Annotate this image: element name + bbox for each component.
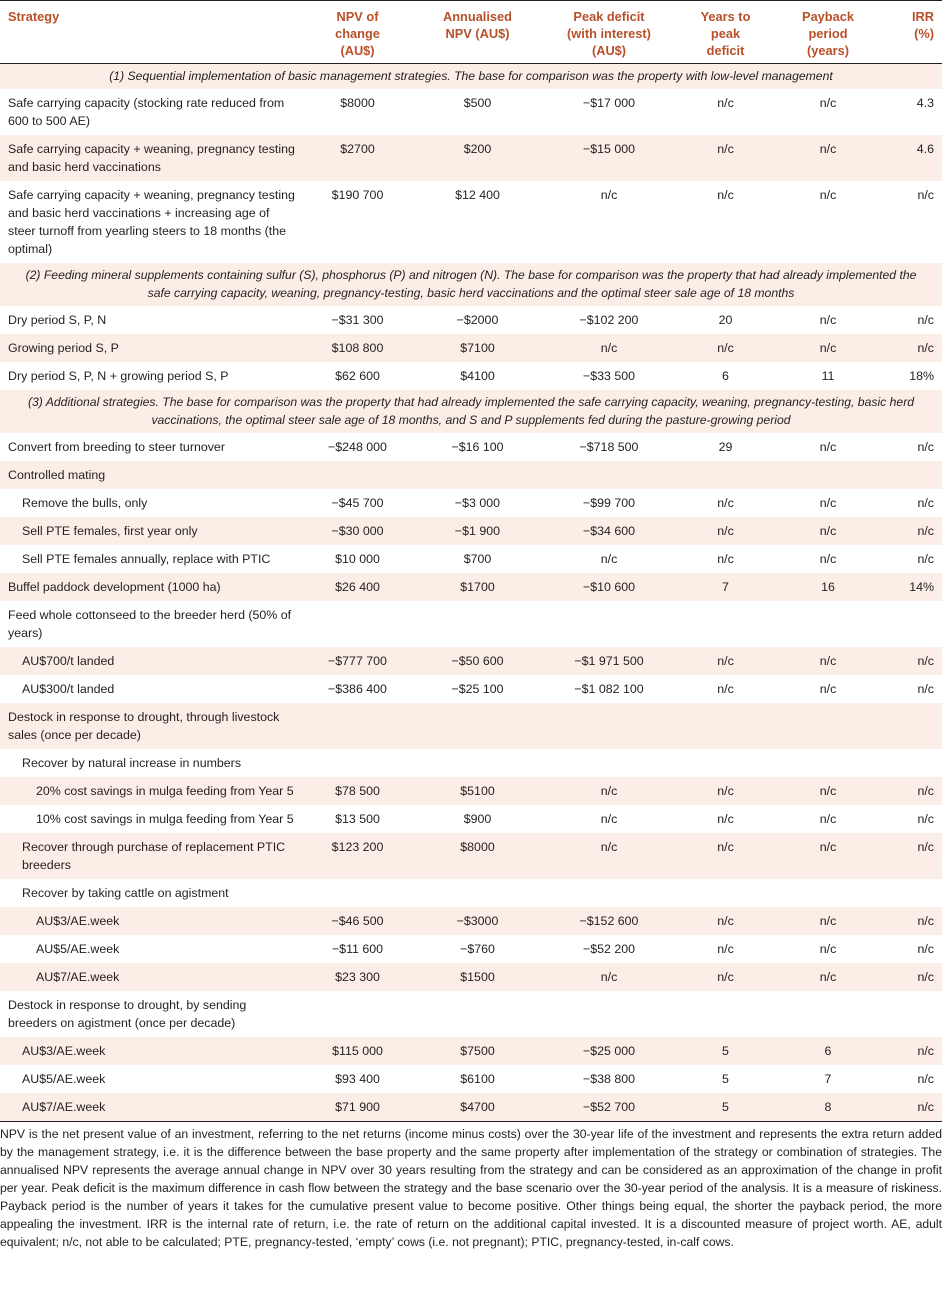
npv-cell: $2700: [340, 142, 375, 156]
header-peak-line2: (with interest): [567, 26, 651, 41]
payback-cell: n/c: [819, 970, 837, 984]
annualised-npv-cell: [415, 991, 540, 1037]
peak-deficit-cell: −$718 500: [579, 440, 639, 454]
irr-cell: 18%: [909, 369, 934, 383]
peak-deficit-cell: [540, 749, 678, 777]
irr-cell: [883, 749, 942, 777]
table-row: [0, 675, 942, 703]
npv-cell: $10 000: [335, 552, 380, 566]
annualised-npv-cell: $200: [463, 142, 492, 156]
years-to-peak-cell: n/c: [717, 654, 734, 668]
npv-cell: −$777 700: [328, 654, 387, 668]
payback-cell: n/c: [819, 96, 837, 110]
years-to-peak-cell: 5: [722, 1044, 729, 1058]
years-to-peak-cell: n/c: [717, 341, 734, 355]
header-irr-line1: IRR: [911, 9, 934, 24]
years-to-peak-cell: n/c: [717, 942, 734, 956]
irr-cell: n/c: [917, 654, 934, 668]
strategy-cell: Safe carrying capacity + weaning, pregnancy testing and basic herd vaccinations + increasing age of steer turnoff from yearling steers to 18 months (the optimal): [8, 188, 295, 256]
npv-cell: $26 400: [335, 580, 380, 594]
annualised-npv-cell: $7100: [460, 341, 495, 355]
payback-cell: [773, 601, 883, 647]
peak-deficit-cell: −$102 200: [579, 313, 639, 327]
table-row: [0, 879, 942, 907]
strategy-cell: Sell PTE females annually, replace with PTIC: [22, 552, 271, 566]
table-row: [0, 805, 942, 833]
strategy-cell: AU$5/AE.week: [36, 942, 120, 956]
npv-cell: $123 200: [331, 840, 384, 854]
irr-cell: n/c: [917, 524, 934, 538]
irr-cell: n/c: [917, 313, 934, 327]
years-to-peak-cell: [678, 601, 773, 647]
npv-cell: −$11 600: [331, 942, 384, 956]
strategy-cell: Controlled mating: [8, 468, 106, 482]
table-row: [0, 749, 942, 777]
header-years-line3: deficit: [706, 43, 745, 58]
npv-cell: −$30 000: [331, 524, 384, 538]
payback-cell: n/c: [819, 682, 837, 696]
npv-cell: $62 600: [335, 369, 380, 383]
annualised-npv-cell: [415, 749, 540, 777]
years-to-peak-cell: n/c: [717, 812, 734, 826]
irr-cell: n/c: [917, 440, 934, 454]
strategy-cell: Convert from breeding to steer turnover: [8, 440, 225, 454]
years-to-peak-cell: n/c: [717, 142, 734, 156]
payback-cell: n/c: [819, 942, 837, 956]
peak-deficit-cell: [540, 461, 678, 489]
strategy-cell: Remove the bulls, only: [22, 496, 148, 510]
npv-cell: [300, 703, 415, 749]
table-row: [0, 777, 942, 805]
table-row: [0, 135, 942, 181]
annualised-npv-cell: [415, 703, 540, 749]
payback-cell: n/c: [819, 914, 837, 928]
section-header-row: [0, 263, 942, 306]
payback-cell: n/c: [819, 142, 837, 156]
years-to-peak-cell: n/c: [717, 496, 734, 510]
irr-cell: n/c: [917, 1072, 934, 1086]
annualised-npv-cell: −$760: [460, 942, 495, 956]
years-to-peak-cell: [678, 749, 773, 777]
strategy-cell: Destock in response to drought, through livestock sales (once per decade): [8, 710, 280, 742]
table-row: [0, 991, 942, 1037]
section-header: (3) Additional strategies. The base for comparison was the property that had already implemented the safe carrying capacity, weaning, pregnancy-testing, basic herd vaccinations, the optimal steer sale age of 18 months, and S and P supplements fed during the pasture-growing period: [27, 395, 915, 427]
peak-deficit-cell: n/c: [600, 812, 618, 826]
table-body: [0, 64, 942, 1122]
peak-deficit-cell: −$10 600: [582, 580, 636, 594]
irr-cell: n/c: [917, 188, 934, 202]
payback-cell: [773, 703, 883, 749]
peak-deficit-cell: −$1 971 500: [574, 654, 644, 668]
peak-deficit-cell: −$25 000: [582, 1044, 636, 1058]
years-to-peak-cell: [678, 461, 773, 489]
irr-cell: n/c: [917, 552, 934, 566]
strategy-cell: Recover by taking cattle on agistment: [22, 886, 229, 900]
irr-cell: 4.3: [916, 96, 934, 110]
irr-cell: 14%: [909, 580, 934, 594]
payback-cell: n/c: [819, 313, 837, 327]
header-payback-line3: (years): [807, 43, 849, 58]
header-annualised-npv: [415, 1, 540, 64]
annualised-npv-cell: $900: [463, 812, 492, 826]
strategy-cell: 10% cost savings in mulga feeding from Year 5: [36, 812, 294, 826]
header-payback: [773, 1, 883, 64]
annualised-npv-cell: $12 400: [455, 188, 500, 202]
irr-cell: n/c: [917, 812, 934, 826]
header-ann-line1: Annualised: [443, 9, 512, 24]
payback-cell: [773, 991, 883, 1037]
years-to-peak-cell: n/c: [717, 970, 734, 984]
npv-cell: [300, 601, 415, 647]
table-row: [0, 433, 942, 461]
section-header: (1) Sequential implementation of basic management strategies. The base for comparison was the property with low-level management: [109, 69, 833, 83]
peak-deficit-cell: n/c: [600, 552, 618, 566]
npv-cell: $8000: [340, 96, 375, 110]
npv-cell: [300, 749, 415, 777]
years-to-peak-cell: 5: [678, 1093, 773, 1122]
peak-deficit-cell: −$38 800: [582, 1072, 636, 1086]
strategy-cell: AU$700/t landed: [22, 654, 115, 668]
table-row: [0, 573, 942, 601]
peak-deficit-cell: −$17 000: [582, 96, 636, 110]
annualised-npv-cell: −$3 000: [454, 496, 501, 510]
strategy-cell: Recover through purchase of replacement PTIC breeders: [22, 840, 286, 872]
annualised-npv-cell: $6100: [460, 1072, 495, 1086]
table-row: [0, 833, 942, 879]
strategy-cell: Sell PTE females, first year only: [22, 524, 198, 538]
table-row: [0, 489, 942, 517]
peak-deficit-cell: [540, 879, 678, 907]
annualised-npv-cell: $8000: [460, 840, 495, 854]
payback-cell: 8: [773, 1093, 883, 1122]
peak-deficit-cell: −$99 700: [582, 496, 636, 510]
npv-cell: $115 000: [332, 1044, 383, 1058]
payback-cell: n/c: [819, 440, 837, 454]
peak-deficit-cell: n/c: [600, 970, 618, 984]
header-npv: [300, 1, 415, 64]
strategy-cell: Dry period S, P, N: [8, 313, 107, 327]
annualised-npv-cell: $700: [463, 552, 492, 566]
header-years-line1: Years to: [700, 9, 751, 24]
annualised-npv-cell: $500: [463, 96, 492, 110]
npv-cell: [300, 879, 415, 907]
irr-cell: n/c: [917, 784, 934, 798]
peak-deficit-cell: −$34 600: [582, 524, 636, 538]
header-peak-deficit: [540, 1, 678, 64]
peak-deficit-cell: [540, 601, 678, 647]
header-years-line2: peak: [710, 26, 741, 41]
years-to-peak-cell: n/c: [717, 96, 734, 110]
irr-cell: n/c: [917, 496, 934, 510]
table-row: [0, 1037, 942, 1065]
strategy-cell: 20% cost savings in mulga feeding from Year 5: [36, 784, 294, 798]
annualised-npv-cell: −$3000: [456, 914, 499, 928]
irr-cell: n/c: [883, 1093, 942, 1122]
header-peak-line3: (AU$): [591, 43, 627, 58]
irr-cell: [883, 601, 942, 647]
strategy-cell: Recover by natural increase in numbers: [22, 756, 242, 770]
header-payback-line2: period: [808, 26, 848, 41]
peak-deficit-cell: −$15 000: [582, 142, 636, 156]
payback-cell: n/c: [819, 654, 837, 668]
annualised-npv-cell: $1700: [460, 580, 495, 594]
years-to-peak-cell: n/c: [717, 784, 734, 798]
table-row: [0, 907, 942, 935]
table-row: [0, 1065, 942, 1093]
payback-cell: [773, 461, 883, 489]
header-npv-line3: (AU$): [340, 43, 375, 58]
section-header: (2) Feeding mineral supplements containing sulfur (S), phosphorus (P) and nitrogen (N). The base for comparison was the property that had already implemented the safe carrying capacity, weaning, pregnancy-testing, basic herd vaccinations and the optimal steer sale age of 18 months: [25, 268, 917, 300]
irr-cell: n/c: [917, 1044, 934, 1058]
strategy-cell: AU$300/t landed: [22, 682, 115, 696]
annualised-npv-cell: $4100: [460, 369, 495, 383]
irr-cell: n/c: [917, 942, 934, 956]
header-npv-line2: change: [335, 26, 380, 41]
years-to-peak-cell: n/c: [717, 682, 734, 696]
payback-cell: n/c: [819, 812, 837, 826]
annualised-npv-cell: $4700: [415, 1093, 540, 1122]
table-row: [0, 461, 942, 489]
header-npv-line1: NPV of: [336, 9, 379, 24]
table-row: [0, 601, 942, 647]
table-row: [0, 963, 942, 991]
years-to-peak-cell: 29: [718, 440, 733, 454]
strategy-cell: AU$7/AE.week: [36, 970, 120, 984]
annualised-npv-cell: −$1 900: [454, 524, 501, 538]
strategy-cell: Buffel paddock development (1000 ha): [8, 580, 221, 594]
table-row: [0, 703, 942, 749]
header-years-to-peak: [678, 1, 773, 64]
years-to-peak-cell: 7: [722, 580, 729, 594]
payback-cell: 11: [821, 369, 835, 383]
section-header-row: [0, 390, 942, 433]
years-to-peak-cell: n/c: [717, 188, 734, 202]
years-to-peak-cell: [678, 879, 773, 907]
table-row: [0, 362, 942, 390]
npv-cell: [300, 461, 415, 489]
annualised-npv-cell: −$16 100: [451, 440, 504, 454]
years-to-peak-cell: 20: [718, 313, 733, 327]
table-row: [0, 647, 942, 675]
annualised-npv-cell: $1500: [460, 970, 495, 984]
table-row: [0, 89, 942, 135]
section-header-row: [0, 64, 942, 90]
irr-cell: n/c: [917, 970, 934, 984]
peak-deficit-cell: n/c: [600, 188, 618, 202]
irr-cell: [883, 703, 942, 749]
irr-cell: n/c: [917, 840, 934, 854]
npv-cell: $71 900: [300, 1093, 415, 1122]
table-row: [0, 306, 942, 334]
years-to-peak-cell: 6: [722, 369, 729, 383]
table-row: [0, 334, 942, 362]
payback-cell: n/c: [819, 784, 837, 798]
npv-cell: $108 800: [331, 341, 384, 355]
table-row: [0, 181, 942, 263]
npv-cell: $190 700: [331, 188, 384, 202]
irr-cell: [883, 461, 942, 489]
peak-deficit-cell: −$152 600: [579, 914, 639, 928]
strategy-cell: Growing period S, P: [8, 341, 119, 355]
annualised-npv-cell: $5100: [460, 784, 495, 798]
years-to-peak-cell: n/c: [717, 840, 734, 854]
strategy-cell: Safe carrying capacity (stocking rate reduced from 600 to 500 AE): [8, 96, 285, 128]
years-to-peak-cell: [678, 703, 773, 749]
annualised-npv-cell: [415, 461, 540, 489]
header-strategy: [0, 1, 300, 64]
strategy-cell: AU$3/AE.week: [36, 914, 120, 928]
peak-deficit-cell: −$33 500: [582, 369, 636, 383]
strategy-cell: Dry period S, P, N + growing period S, P: [8, 369, 229, 383]
peak-deficit-cell: n/c: [600, 784, 618, 798]
annualised-npv-cell: [415, 879, 540, 907]
header-strategy-text: Strategy: [8, 9, 60, 24]
irr-cell: n/c: [917, 341, 934, 355]
payback-cell: 6: [824, 1044, 832, 1058]
irr-cell: n/c: [917, 914, 934, 928]
irr-cell: [883, 991, 942, 1037]
strategy-cell: AU$7/AE.week: [0, 1093, 300, 1122]
payback-cell: 7: [824, 1072, 832, 1086]
years-to-peak-cell: 5: [722, 1072, 729, 1086]
years-to-peak-cell: [678, 991, 773, 1037]
years-to-peak-cell: n/c: [717, 552, 734, 566]
table-row: [0, 935, 942, 963]
peak-deficit-cell: [540, 991, 678, 1037]
irr-cell: n/c: [917, 682, 934, 696]
payback-cell: n/c: [819, 840, 837, 854]
header-ann-line2: NPV (AU$): [445, 26, 510, 41]
annualised-npv-cell: −$2000: [456, 313, 499, 327]
annualised-npv-cell: [415, 601, 540, 647]
peak-deficit-cell: −$52 200: [582, 942, 636, 956]
npv-cell: −$248 000: [328, 440, 387, 454]
annualised-npv-cell: −$50 600: [451, 654, 504, 668]
strategy-cell: Destock in response to drought, by sending breeders on agistment (once per decade): [8, 998, 247, 1030]
irr-cell: 4.6: [916, 142, 934, 156]
npv-cell: [300, 991, 415, 1037]
strategy-cell: Safe carrying capacity + weaning, pregnancy testing and basic herd vaccinations: [8, 142, 295, 174]
irr-cell: [883, 879, 942, 907]
table-row: [0, 1093, 942, 1122]
npv-cell: −$386 400: [328, 682, 387, 696]
npv-cell: $93 400: [335, 1072, 380, 1086]
npv-cell: $78 500: [335, 784, 380, 798]
payback-cell: [773, 879, 883, 907]
header-irr-line2: (%): [914, 26, 934, 41]
npv-cell: −$31 300: [331, 313, 384, 327]
strategy-cell: AU$3/AE.week: [22, 1044, 106, 1058]
npv-cell: −$46 500: [331, 914, 384, 928]
years-to-peak-cell: n/c: [717, 524, 734, 538]
npv-cell: −$45 700: [331, 496, 384, 510]
peak-deficit-cell: n/c: [600, 341, 618, 355]
payback-cell: n/c: [819, 341, 837, 355]
payback-cell: 16: [821, 580, 835, 594]
header-irr: [883, 1, 942, 64]
peak-deficit-cell: n/c: [600, 840, 618, 854]
header-peak-line1: Peak deficit: [573, 9, 645, 24]
payback-cell: n/c: [819, 496, 837, 510]
npv-cell: $13 500: [335, 812, 380, 826]
payback-cell: n/c: [819, 552, 837, 566]
strategy-cell: Feed whole cottonseed to the breeder herd (50% of years): [8, 608, 292, 640]
peak-deficit-cell: −$52 700: [540, 1093, 678, 1122]
payback-cell: [773, 749, 883, 777]
table-header: [0, 1, 942, 64]
annualised-npv-cell: −$25 100: [451, 682, 504, 696]
npv-cell: $23 300: [335, 970, 380, 984]
table-row: [0, 517, 942, 545]
header-row: [0, 1, 942, 64]
annualised-npv-cell: $7500: [460, 1044, 495, 1058]
years-to-peak-cell: n/c: [717, 914, 734, 928]
peak-deficit-cell: −$1 082 100: [574, 682, 644, 696]
header-payback-line1: Payback: [802, 9, 854, 24]
strategy-cell: AU$5/AE.week: [22, 1072, 106, 1086]
payback-cell: n/c: [819, 188, 837, 202]
table-footnote: NPV is the net present value of an investment, referring to the net returns (income minus costs) over the 30-year life of the investment and represents the extra return added by the management strategy, i.e. it is the difference between the base property and the same property after implementation of the strategy or combination of strategies. The annualised NPV represents the average annual change in NPV over 30 years resulting from the strategy and can be considered as an approximation of the change in profit per year. Peak deficit is the maximum difference in cash flow between the strategy and the base scenario over the 30-year period of the analysis. It is a measure of riskiness. Payback period is the number of years it takes for the cumulative present value to become positive. Other things being equal, the shorter the payback period, the more appealing the investment. IRR is the internal rate of return, i.e. the rate of return on the additional capital invested. It is a discounted measure of project worth. AE, adult equivalent; n/c, not able to be calculated; PTE, pregnancy-tested, ‘empty’ cows (i.e. not pregnant); PTIC, pregnancy-tested, in-calf cows.: [0, 1127, 942, 1249]
table-row: [0, 545, 942, 573]
peak-deficit-cell: [540, 703, 678, 749]
payback-cell: n/c: [819, 524, 837, 538]
